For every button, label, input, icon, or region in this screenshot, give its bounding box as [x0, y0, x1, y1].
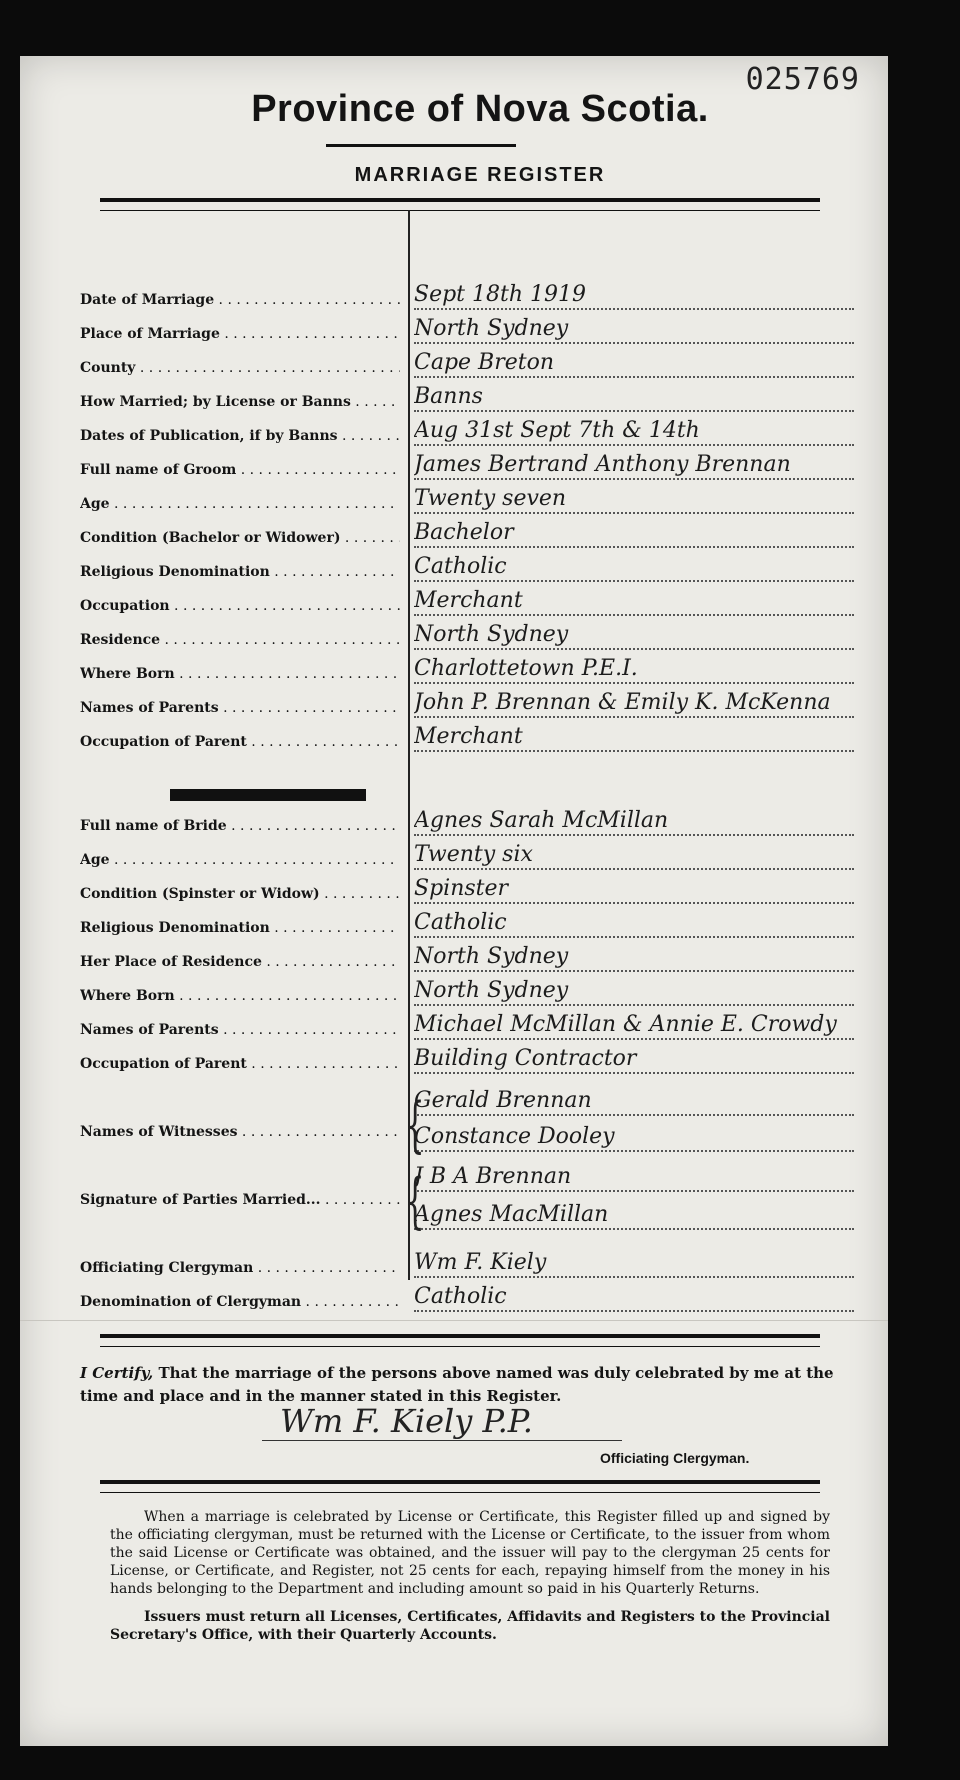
- field-label: Signature of Parties Married... . . .: [80, 1192, 400, 1208]
- field-value: Banns: [414, 384, 854, 412]
- witness-brace: {: [405, 1090, 425, 1160]
- field-label: Full name of Groom . . .: [80, 462, 400, 478]
- field-value: North Sydney: [414, 978, 854, 1006]
- instruction-paragraph: When a marriage is celebrated by License or Certificate, this Register filled up and signed by the officiating clergyman, must be returned with the License or Certificate, to the issuer from whom the said License or Certificate was obtained, and the issuer will pay to the clergyman 25 cents for License, or Certificate, and Register, not 25 cents for each, repaying himself from the money in his hands belonging to the Department and including amount so paid in his Quarterly Returns.: [110, 1509, 830, 1597]
- document-number: 025769: [745, 62, 860, 97]
- field-label: Condition (Spinster or Widow) . . .: [80, 886, 400, 902]
- field-label: Place of Marriage . . .: [80, 326, 400, 342]
- certify-lead: I Certify,: [80, 1364, 154, 1382]
- field-value: Spinster: [414, 876, 854, 904]
- field-value: Charlottetown P.E.I.: [414, 656, 854, 684]
- form-row: [80, 1046, 860, 1086]
- field-value: Bachelor: [414, 520, 854, 548]
- certify-text: That the marriage of the persons above named was duly celebrated by me at the time and place and in the manner stated in this Register.: [80, 1364, 834, 1405]
- field-label: Age . . .: [80, 496, 400, 512]
- field-label: Occupation of Parent . . .: [80, 1056, 400, 1072]
- page-title: Province of Nova Scotia.: [251, 88, 709, 130]
- field-value: Catholic: [414, 1284, 854, 1312]
- field-label: Names of Witnesses . . .: [80, 1124, 400, 1140]
- field-label: Names of Parents . . .: [80, 1022, 400, 1038]
- field-label: County . . .: [80, 360, 400, 376]
- field-value: Merchant: [414, 588, 854, 616]
- field-label: Age . . .: [80, 852, 400, 868]
- field-value: Agnes Sarah McMillan: [414, 808, 854, 836]
- instructions-notes: [110, 1508, 830, 1654]
- field-value: Michael McMillan & Annie E. Crowdy: [414, 1012, 854, 1040]
- certify-top-rule: [100, 1334, 820, 1347]
- section-separator-bar: [170, 789, 366, 801]
- field-value: Merchant: [414, 724, 854, 752]
- field-value: Catholic: [414, 554, 854, 582]
- field-label: Officiating Clergyman . . .: [80, 1260, 400, 1276]
- field-label: Date of Marriage . . .: [80, 292, 400, 308]
- field-value: Cape Breton: [414, 350, 854, 378]
- notes-top-rule: [100, 1480, 820, 1493]
- field-value: Catholic: [414, 910, 854, 938]
- field-label: Condition (Bachelor or Widower) . . .: [80, 530, 400, 546]
- field-label: Her Place of Residence . . .: [80, 954, 400, 970]
- field-value: James Bertrand Anthony Brennan: [414, 452, 854, 480]
- instruction-paragraph: Issuers must return all Licenses, Certificates, Affidavits and Registers to the Provincial Secretary's Office, with their Quarterly Accounts.: [110, 1609, 830, 1643]
- field-label: How Married; by License or Banns . . .: [80, 394, 400, 410]
- paper-fold: [20, 1320, 888, 1321]
- field-label: Occupation of Parent . . .: [80, 734, 400, 750]
- form-row: [80, 1164, 860, 1204]
- field-value: Sept 18th 1919: [414, 282, 854, 310]
- title-underline: [326, 144, 516, 147]
- header-rule: [100, 198, 820, 211]
- form-row: [80, 724, 860, 764]
- witness-value: Gerald Brennan: [414, 1088, 854, 1116]
- form-row: [80, 1202, 860, 1242]
- field-value: Twenty seven: [414, 486, 854, 514]
- signature-value: Agnes MacMillan: [414, 1202, 854, 1230]
- signature-value: J B A Brennan: [414, 1164, 854, 1192]
- field-value: North Sydney: [414, 316, 854, 344]
- field-label: Occupation . . .: [80, 598, 400, 614]
- field-label: Dates of Publication, if by Banns . . .: [80, 428, 400, 444]
- field-label: Where Born . . .: [80, 988, 400, 1004]
- field-value: North Sydney: [414, 622, 854, 650]
- page-subtitle: MARRIAGE REGISTER: [354, 164, 606, 186]
- signature-caption: Officiating Clergyman.: [600, 1450, 750, 1466]
- field-label: Religious Denomination . . .: [80, 920, 400, 936]
- signature-brace: {: [405, 1166, 425, 1236]
- field-value: North Sydney: [414, 944, 854, 972]
- signature-line: [262, 1440, 622, 1441]
- field-value: Twenty six: [414, 842, 854, 870]
- field-label: Denomination of Clergyman . . .: [80, 1294, 400, 1310]
- field-label: Names of Parents . . .: [80, 700, 400, 716]
- field-label: Residence . . .: [80, 632, 400, 648]
- field-value: Wm F. Kiely: [414, 1250, 854, 1278]
- field-value: John P. Brennan & Emily K. McKenna: [414, 690, 854, 718]
- field-label: Where Born . . .: [80, 666, 400, 682]
- field-label: Religious Denomination . . .: [80, 564, 400, 580]
- witness-value: Constance Dooley: [414, 1124, 854, 1152]
- field-label: Full name of Bride . . .: [80, 818, 400, 834]
- field-value: Aug 31st Sept 7th & 14th: [414, 418, 854, 446]
- field-value: Building Contractor: [414, 1046, 854, 1074]
- officiant-signature: Wm F. Kiely P.P.: [280, 1402, 533, 1440]
